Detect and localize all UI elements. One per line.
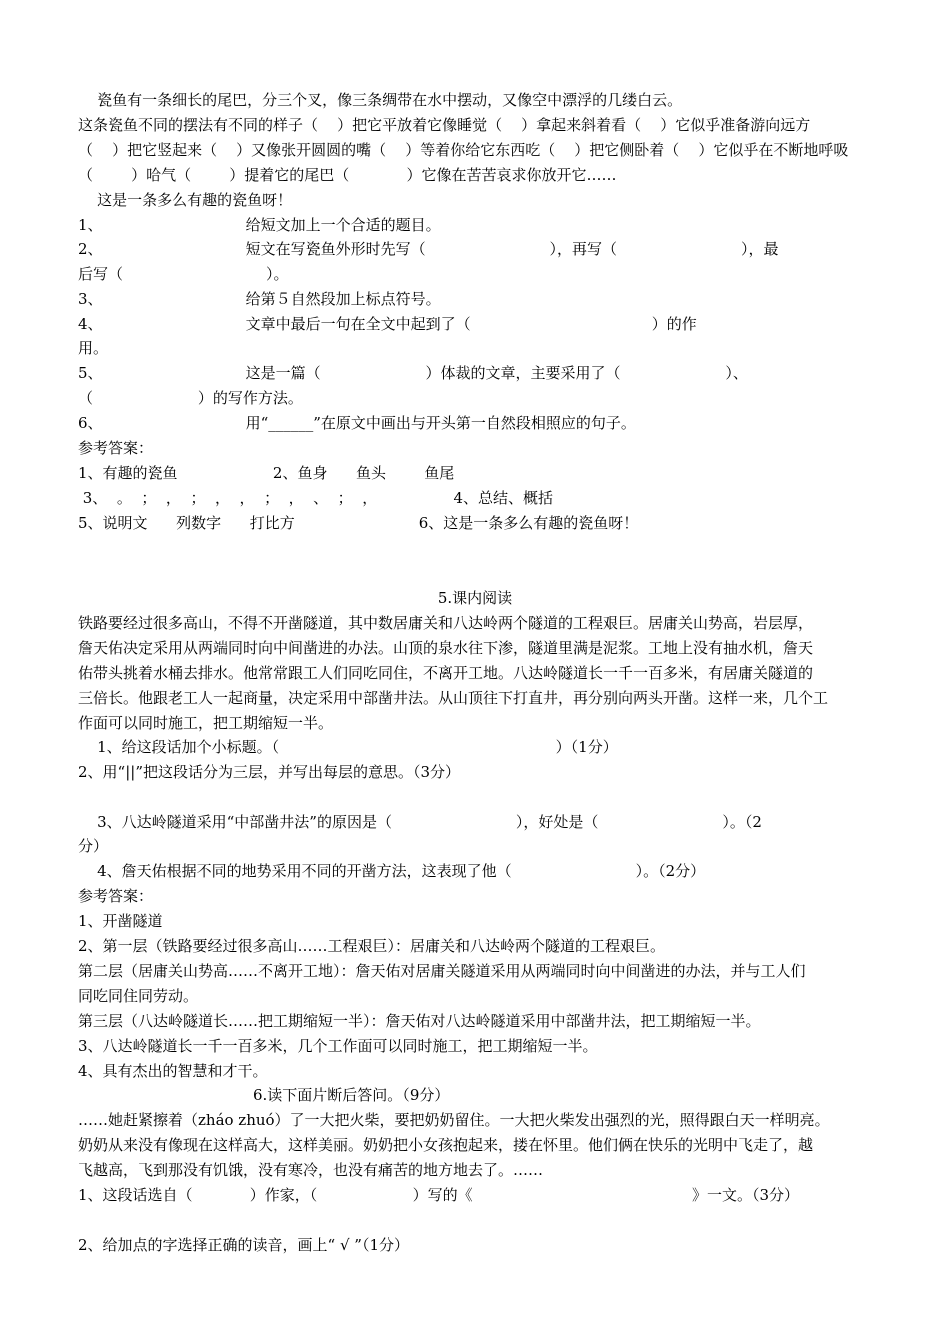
answer-line: 2、第一层（铁路要经过很多高山……工程艰巨）：居庸关和八达岭两个隧道的工程艰巨。 bbox=[78, 937, 666, 955]
passage-line: 佑带头挑着水桶去排水。他常常跟工人们同吃同住，不离开工地。八达岭隧道长一千一百多米，有居庸关隧道的 bbox=[78, 664, 814, 682]
question-line: 3、 给第５自然段加上标点符号。 bbox=[78, 290, 441, 308]
passage-line: 詹天佑决定采用从两端同时向中间凿进的办法。山顶的泉水往下渗，隧道里满是泥浆。工地上没有抽水机，詹天 bbox=[78, 639, 814, 657]
question-line: 2、 短文在写瓷鱼外形时先写（ ），再写（ ），最 bbox=[78, 240, 779, 258]
question-line: （ ）的写作方法。 bbox=[78, 389, 303, 407]
answer-line: 4、具有杰出的智慧和才干。 bbox=[78, 1062, 268, 1080]
question-line: 后写（ ）。 bbox=[78, 265, 289, 283]
answer-line: 同吃同住同劳动。 bbox=[78, 987, 199, 1005]
question-line: 2、给加点的字选择正确的读音，画上“ √ ”（1分） bbox=[78, 1236, 410, 1254]
text-line: （ ）把它竖起来（ ）又像张开圆圆的嘴（ ）等着你给它东西吃（ ）把它侧卧着（ ）它似乎在不断地呼吸 bbox=[78, 141, 849, 159]
question-line: 4、詹天佑根据不同的地势采用不同的开凿方法，这表现了他（ ）。（2分） bbox=[78, 862, 706, 880]
answer-heading: 参考答案： bbox=[78, 439, 154, 457]
passage-line: 三倍长。他跟老工人一起商量，决定采用中部凿井法。从山顶往下打直井，再分别向两头开凿。这样一来，几个工 bbox=[78, 689, 829, 707]
question-line: 6、 用“______”在原文中画出与开头第一自然段相照应的句子。 bbox=[78, 414, 636, 432]
passage-line: 铁路要经过很多高山，不得不开凿隧道，其中数居庸关和八达岭两个隧道的工程艰巨。居庸关山势高，岩层厚， bbox=[78, 614, 814, 632]
text-line: 这条瓷鱼不同的摆法有不同的样子（ ）把它平放着它像睡觉（ ）拿起来斜着看（ ）它似乎准备游向远方 bbox=[78, 116, 811, 134]
question-line: 1、给这段话加个小标题。（ ）（1分） bbox=[78, 738, 618, 756]
question-line: 1、 给短文加上一个合适的题目。 bbox=[78, 216, 441, 234]
question-line: 3、八达岭隧道采用“中部凿井法”的原因是（ ），好处是（ ）。（2 bbox=[78, 813, 762, 831]
answer-line: 第三层（八达岭隧道长……把工期缩短一半）：詹天佑对八达岭隧道采用中部凿井法，把工期缩短一半。 bbox=[78, 1012, 761, 1030]
text-line: 瓷鱼有一条细长的尾巴，分三个叉，像三条绸带在水中摆动，又像空中漂浮的几缕白云。 bbox=[78, 91, 683, 109]
question-line: 2、用“||”把这段话分为三层，并写出每层的意思。（3分） bbox=[78, 763, 461, 781]
text-line: （ ）哈气（ ）提着它的尾巴（ ）它像在苦苦哀求你放开它…… bbox=[78, 166, 617, 184]
passage-line: 奶奶从来没有像现在这样高大，这样美丽。奶奶把小女孩抱起来，搂在怀里。他们俩在快乐的光明中飞走了，越 bbox=[78, 1136, 814, 1154]
question-line: 5、 这是一篇（ ）体裁的文章，主要采用了（ ）、 bbox=[78, 364, 748, 382]
question-line: 1、这段话选自（ ）作家，（ ）写的《 》一文。（3分） bbox=[78, 1186, 799, 1204]
question-line: 用。 bbox=[78, 339, 109, 357]
answer-line: 3、 。 ； ， ； ， ， ； ， 、 ； ， 4、总结、概括 bbox=[78, 489, 554, 507]
answer-heading: 参考答案： bbox=[78, 887, 154, 905]
answer-line: 1、开凿隧道 bbox=[78, 912, 163, 930]
text-line: 这是一条多么有趣的瓷鱼呀！ bbox=[78, 191, 293, 209]
passage-line: 作面可以同时施工，把工期缩短一半。 bbox=[78, 714, 334, 732]
passage-line: 飞越高，飞到那没有饥饿，没有寒冷，也没有痛苦的地方地去了。…… bbox=[78, 1161, 544, 1179]
section-heading: 5.课内阅读 bbox=[437, 589, 513, 607]
answer-line: 第二层（居庸关山势高……不离开工地）：詹天佑对居庸关隧道采用从两端同时向中间凿进的办法，并与工人们 bbox=[78, 962, 806, 980]
question-line: 4、 文章中最后一句在全文中起到了（ ）的作 bbox=[78, 315, 697, 333]
answer-line: 3、八达岭隧道长一千一百多米，几个工作面可以同时施工，把工期缩短一半。 bbox=[78, 1037, 598, 1055]
passage-line: ……她赶紧擦着（zháo zhuó）了一大把火柴，要把奶奶留住。一大把火柴发出强烈的光，照得跟白天一样明亮。 bbox=[78, 1111, 830, 1129]
question-line: 分） bbox=[78, 837, 109, 855]
answer-line: 5、说明文 列数字 打比方 6、这是一条多么有趣的瓷鱼呀！ bbox=[78, 514, 639, 532]
answer-line: 1、有趣的瓷鱼 2、鱼身 鱼头 鱼尾 bbox=[78, 464, 455, 482]
section-heading: 6.读下面片断后答问。（9分） bbox=[253, 1086, 450, 1104]
